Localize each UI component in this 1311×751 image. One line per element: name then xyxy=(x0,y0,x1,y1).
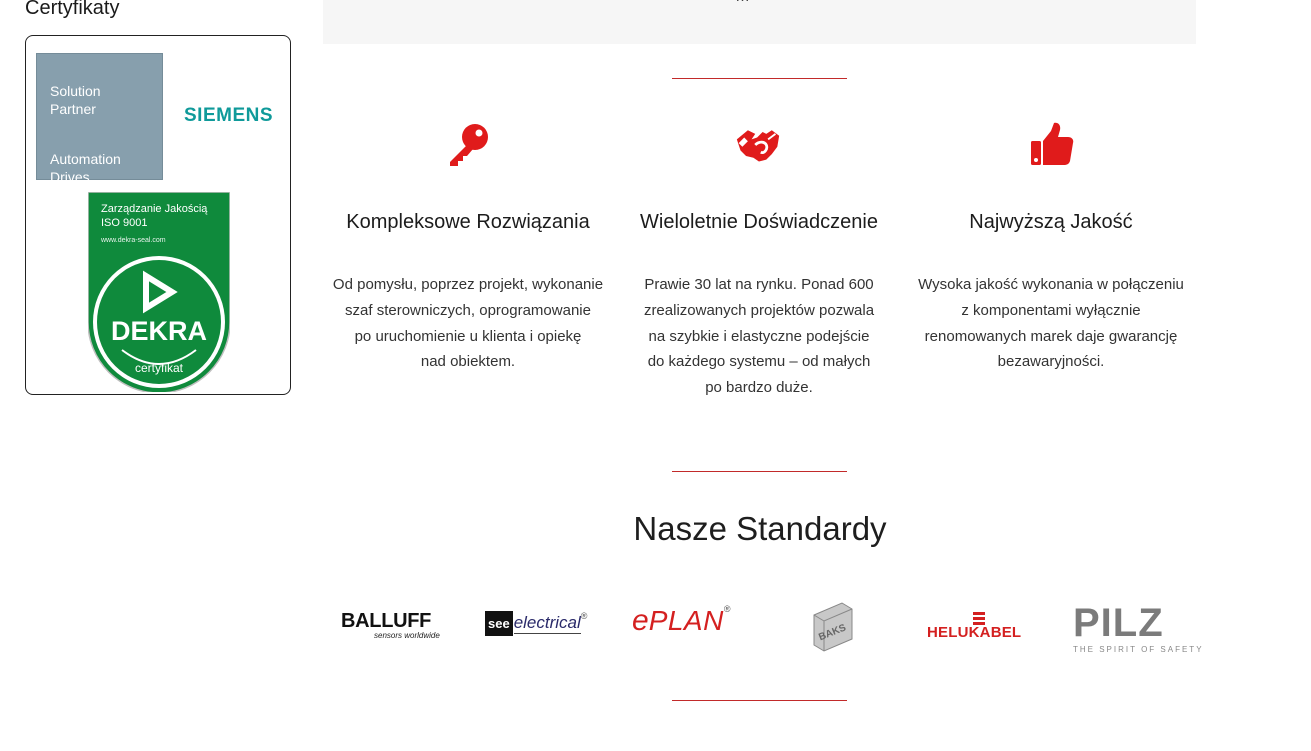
certificates-box xyxy=(25,35,291,395)
top-content-band xyxy=(323,0,1196,44)
key-icon xyxy=(445,121,491,167)
feature-text-line: po bardzo duże. xyxy=(705,379,813,397)
section-divider-3 xyxy=(672,700,847,701)
helukabel-logo-name: HELUKABEL xyxy=(927,624,1022,641)
siemens-solution-partner-badge xyxy=(36,53,163,185)
feature-text-line: szaf sterowniczych, oprogramowanie xyxy=(345,301,591,319)
baks-logo-name: BAKS xyxy=(817,622,848,644)
eplan-logo[interactable] xyxy=(632,604,730,638)
feature-text-line: bezawaryjności. xyxy=(997,353,1105,371)
helukabel-mark-icon xyxy=(972,611,986,625)
pilz-logo[interactable] xyxy=(1073,603,1204,654)
handshake-icon xyxy=(735,121,781,167)
feature-text-line: Od pomysłu, poprzez projekt, wykonanie xyxy=(332,276,604,293)
standards-heading: Nasze Standardy xyxy=(633,510,887,547)
section-divider-2 xyxy=(672,471,847,472)
eplan-logo-reg: ® xyxy=(723,604,731,614)
dekra-line-1: Zarządzanie Jakością xyxy=(101,203,208,215)
feature-title-solutions: Kompleksowe Rozwiązania xyxy=(346,211,590,233)
sidebar-title: Certyfikaty xyxy=(25,0,120,19)
siemens-badge-line-2: Partner xyxy=(50,101,96,117)
feature-text-line: po uruchomienie u klienta i opiekę xyxy=(354,327,582,345)
see-logo-reg: ® xyxy=(580,611,588,621)
eplan-logo-text: PLAN xyxy=(648,605,724,636)
feature-title-quality: Najwyższą Jakość xyxy=(969,211,1133,233)
feature-text-line: do każdego systemu – od małych xyxy=(647,353,871,371)
thumbs-up-icon xyxy=(1028,121,1074,167)
siemens-badge-line-1: Solution xyxy=(50,83,101,99)
feature-text-line: zrealizowanych projektów pozwala xyxy=(643,301,875,319)
feature-text-line: Wysoka jakość wykonania w połączeniu xyxy=(918,276,1184,293)
pilz-logo-name: PILZ xyxy=(1073,601,1164,645)
top-band-text xyxy=(735,0,750,5)
dekra-sub: certyfikat xyxy=(134,361,184,375)
feature-title-experience: Wieloletnie Doświadczenie xyxy=(640,211,878,233)
siemens-logo: SIEMENS xyxy=(184,105,274,126)
see-electrical-logo[interactable] xyxy=(485,611,587,636)
siemens-badge-line-3: Automation xyxy=(50,151,121,167)
dekra-line-2: ISO 9001 xyxy=(101,217,148,229)
helukabel-logo[interactable] xyxy=(927,611,1035,641)
balluff-logo[interactable] xyxy=(341,610,451,644)
feature-text-line: Prawie 30 lat na rynku. Ponad 600 xyxy=(644,276,874,293)
dekra-url: www.dekra-seal.com xyxy=(101,237,166,244)
feature-text-line: na szybkie i elastyczne podejście xyxy=(648,327,870,345)
feature-text-quality xyxy=(906,272,1196,375)
feature-text-line: renomowanych marek daje gwarancję xyxy=(924,327,1178,345)
section-divider-1 xyxy=(672,78,847,79)
dekra-brand: DEKRA xyxy=(110,316,208,346)
balluff-logo-name: BALLUFF xyxy=(341,610,432,632)
feature-text-experience xyxy=(614,272,904,401)
baks-logo[interactable] xyxy=(808,601,856,653)
feature-text-line: nad obiektem. xyxy=(420,353,516,371)
pilz-logo-tagline: THE SPIRIT OF SAFETY xyxy=(1073,645,1204,654)
eplan-logo-e: e xyxy=(632,604,649,637)
balluff-logo-tagline: sensors worldwide xyxy=(374,631,440,640)
dekra-iso-seal xyxy=(88,192,230,392)
siemens-badge-line-4: Drives xyxy=(50,169,90,185)
feature-text-line: z komponentami wyłącznie xyxy=(961,301,1141,319)
feature-text-solutions xyxy=(323,272,613,375)
see-logo-box: see xyxy=(485,611,513,636)
see-logo-text: electrical xyxy=(513,613,581,632)
